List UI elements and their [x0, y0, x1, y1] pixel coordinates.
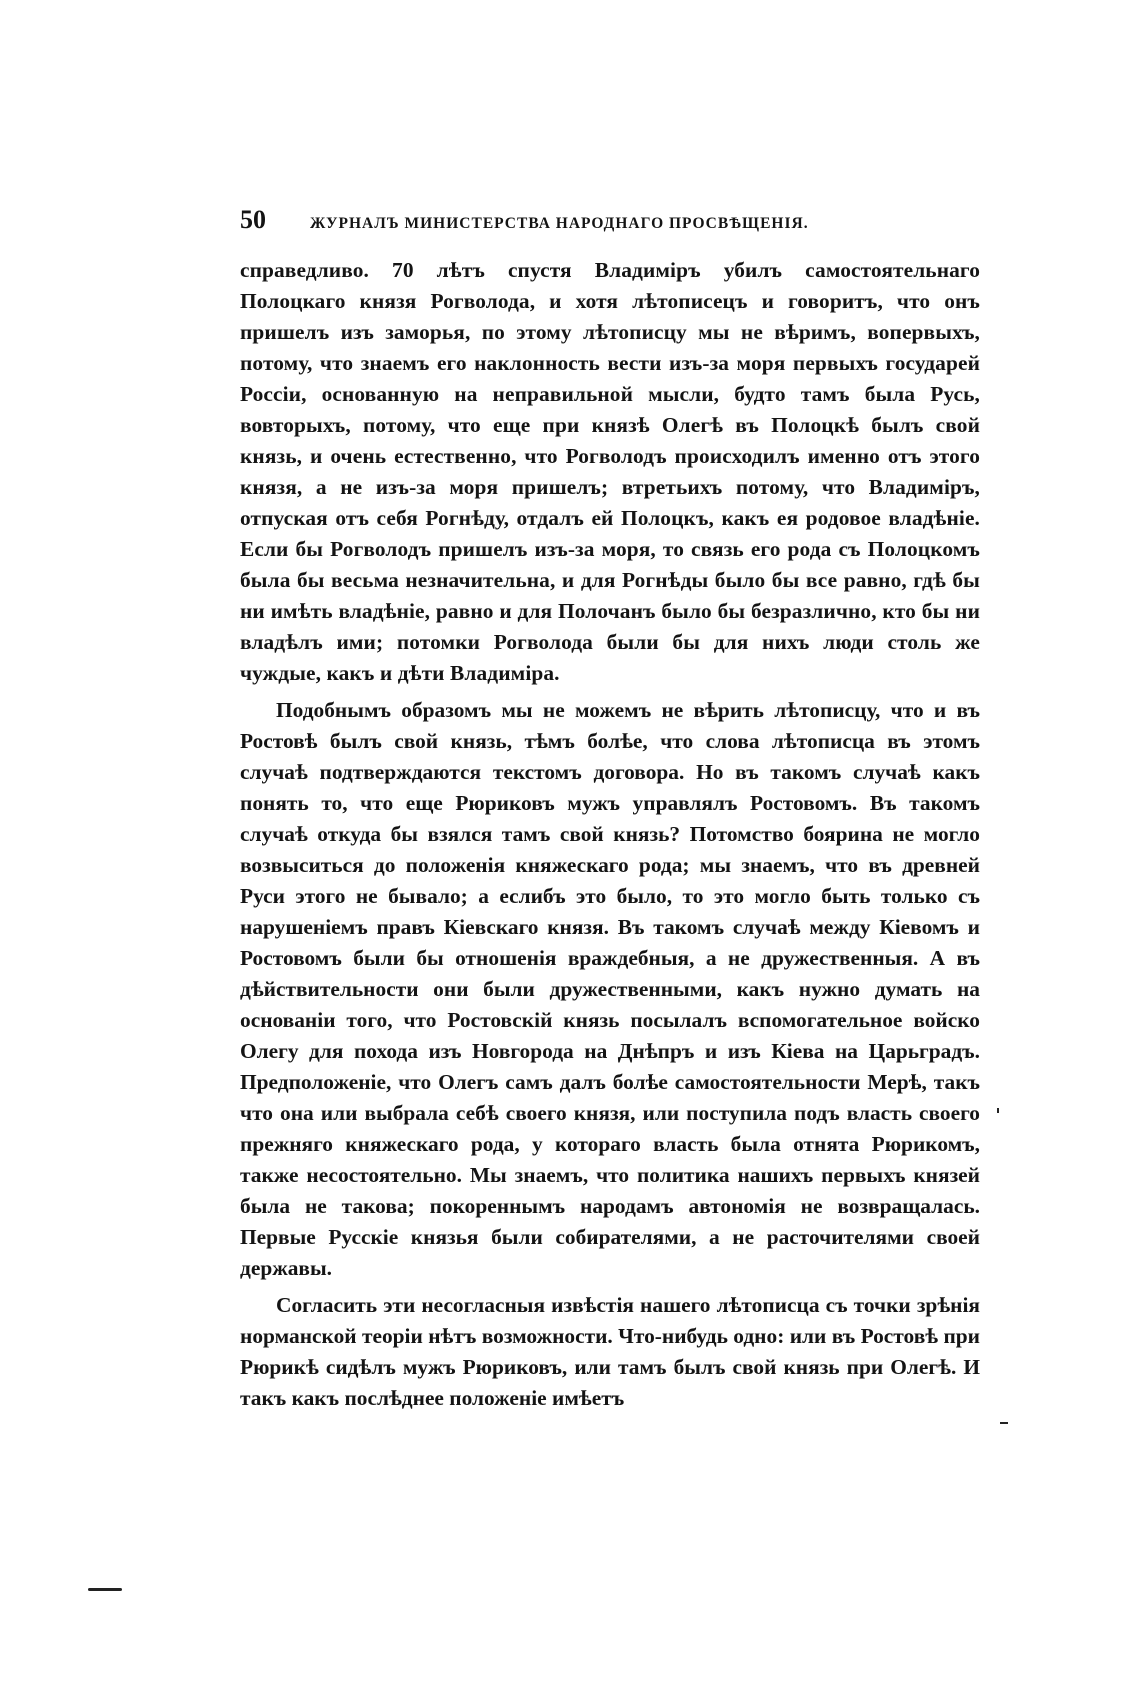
book-page	[240, 205, 980, 1420]
scan-mark-right	[1000, 1422, 1008, 1424]
page-number: 50	[240, 205, 266, 234]
running-header	[240, 205, 980, 235]
paragraph-1: справедливо. 70 лѣтъ спустя Владиміръ убилъ самостоятельнаго Полоцкаго князя Рогволода, и хотя лѣтописецъ и говоритъ, что онъ пришелъ изъ заморья, по этому лѣтописцу мы не вѣримъ, вопервыхъ, потому, что знаемъ его наклонность вести изъ-за моря первыхъ государей Россіи, основанную на неправильной мысли, будто тамъ была Русь, вовторыхъ, потому, что еще при князѣ Олегѣ въ Полоцкѣ былъ свой князь, и очень естественно, что Рогволодъ происходилъ именно отъ этого князя, а не изъ-за моря пришелъ; втретьихъ потому, что Владиміръ, отпуская отъ себя Рогнѣду, отдалъ ей Полоцкъ, какъ ея родовое владѣніе. Если бы Рогволодъ пришелъ изъ-за моря, то связь его рода съ Полоцкомъ была бы весьма незначительна, и для Рогнѣды было бы все равно, гдѣ бы ни имѣть владѣніе, равно и для Полочанъ было бы безразлично, кто бы ни владѣлъ ими; потомки Рогволода были бы для нихъ люди столь же чуждые, какъ и дѣти Владиміра.	[240, 258, 980, 685]
paragraph-2: Подобнымъ образомъ мы не можемъ не вѣрить лѣтописцу, что и въ Ростовѣ былъ свой князь, тѣмъ болѣе, что слова лѣтописца въ этомъ случаѣ подтверждаются текстомъ договора. Но въ такомъ случаѣ какъ понять то, что еще Рюриковъ мужъ управлялъ Ростовомъ. Въ такомъ случаѣ откуда бы взялся тамъ свой князь? Потомство боярина не могло возвыситься до положенія княжескаго рода; мы знаемъ, что въ древней Руси этого не бывало; а еслибъ это было, то это могло быть только съ нарушеніемъ правъ Кіевскаго князя. Въ такомъ случаѣ между Кіевомъ и Ростовомъ были бы отношенія враждебныя, а не дружественныя. А въ дѣйствительности они были дружественными, какъ нужно думать на основаніи того, что Ростовскій князь посылалъ вспомогательное войско Олегу для похода изъ Новгорода на Днѣпръ и изъ Кіева на Царьградъ. Предположеніе, что Олегъ самъ далъ болѣе самостоятельности Мерѣ, такъ что она или выбрала себѣ своего князя, или поступила подъ власть своего прежняго княжескаго рода, у котораго власть была отнята Рюрикомъ, также несостоятельно. Мы знаемъ, что политика нашихъ первыхъ князей была не такова; покореннымъ народамъ автономія не возвращалась. Первые Русскіе князья были собирателями, а не расточителями своей державы.	[240, 698, 980, 1280]
scan-mark-dot	[997, 1108, 999, 1113]
scan-mark-left	[88, 1588, 122, 1591]
paragraph-3: Согласить эти несогласныя извѣстія нашего лѣтописца съ точки зрѣнія норманской теоріи нѣтъ возможности. Что-нибудь одно: или въ Ростовѣ при Рюрикѣ сидѣлъ мужъ Рюриковъ, или тамъ былъ свой князь при Олегѣ. И такъ какъ послѣднее положеніе имѣетъ	[240, 1293, 980, 1410]
journal-title: ЖУРНАЛЪ МИНИСТЕРСТВА НАРОДНАГО ПРОСВѢЩЕНІЯ.	[310, 215, 809, 232]
